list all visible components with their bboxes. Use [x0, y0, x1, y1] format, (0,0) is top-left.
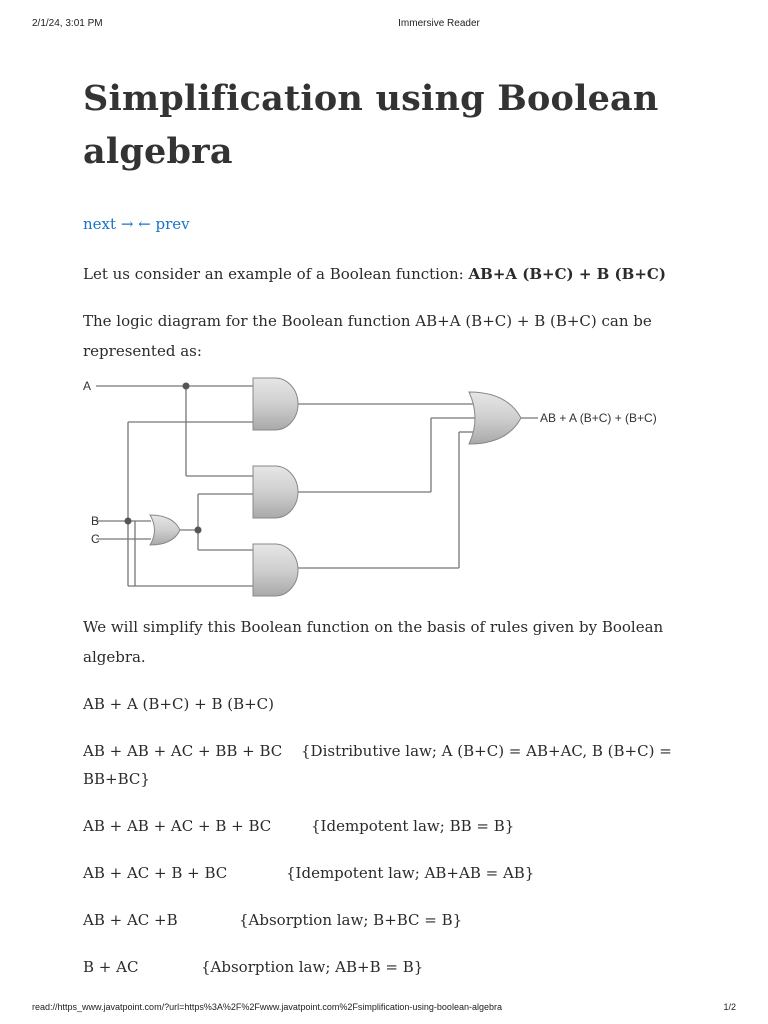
print-header — [0, 0, 768, 40]
and-gate-2 — [253, 466, 298, 518]
step-expression: AB + AB + AC + B + BC — [83, 817, 272, 835]
intro-text: Let us consider an example of a Boolean function: — [83, 265, 469, 283]
step-expression: AB + AC +B — [83, 911, 178, 929]
print-date: 2/1/24, 3:01 PM — [32, 18, 103, 29]
step-law: {Idempotent law; AB+AB = AB} — [286, 864, 535, 882]
diagram-paragraph: The logic diagram for the Boolean function AB+A (B+C) + B (B+C) can be represented as: — [83, 312, 652, 360]
prev-link[interactable]: prev — [155, 215, 190, 233]
intro-function: AB+A (B+C) + B (B+C) — [468, 265, 666, 283]
step-2 — [83, 737, 693, 793]
step-law: {Absorption law; B+BC = B} — [239, 911, 463, 929]
intro-paragraph — [83, 259, 693, 289]
print-title: Immersive Reader — [398, 18, 480, 29]
step-6 — [83, 953, 693, 981]
print-footer — [0, 994, 768, 1024]
step-expression: AB + AC + B + BC — [83, 864, 228, 882]
print-url: read://https_www.javatpoint.com/?url=https%3A%2F%2Fwww.javatpoint.com%2Fsimplification-using-boolean-algebra — [32, 1002, 502, 1012]
step-law: {Distributive law; A (B+C) = AB+AC, B (B+C) = BB+BC} — [83, 742, 672, 788]
article — [83, 72, 693, 976]
input-c-label: C — [91, 532, 100, 546]
next-link[interactable]: next — [83, 215, 117, 233]
step-5 — [83, 906, 693, 934]
and-gate-1 — [253, 378, 298, 430]
left-arrow-icon: ← — [138, 215, 151, 233]
page-title: Simplification using Boolean algebra — [83, 78, 659, 172]
right-arrow-icon: → — [120, 215, 134, 233]
step-expression: AB + A (B+C) + B (B+C) — [83, 695, 275, 713]
simplification-steps — [83, 690, 693, 1000]
input-a-label: A — [83, 379, 92, 393]
and-gate-3 — [253, 544, 298, 596]
simplify-paragraph: We will simplify this Boolean function on the basis of rules given by Boolean algebra. — [83, 618, 664, 666]
logic-diagram — [83, 372, 693, 602]
step-law: {Absorption law; AB+B = B} — [201, 958, 424, 976]
page-number: 1/2 — [723, 1002, 736, 1012]
article-nav — [83, 214, 693, 234]
step-1 — [83, 690, 693, 718]
output-label: AB + A (B+C) + (B+C) — [540, 411, 657, 425]
input-b-label: B — [91, 514, 100, 528]
step-expression: AB + AB + AC + BB + BC — [83, 742, 283, 760]
step-law: {Idempotent law; BB = B} — [311, 817, 515, 835]
step-3 — [83, 812, 693, 840]
step-expression: B + AC — [83, 958, 139, 976]
or-gate-small — [150, 515, 180, 545]
or-gate-output — [469, 392, 521, 444]
step-4 — [83, 859, 693, 887]
